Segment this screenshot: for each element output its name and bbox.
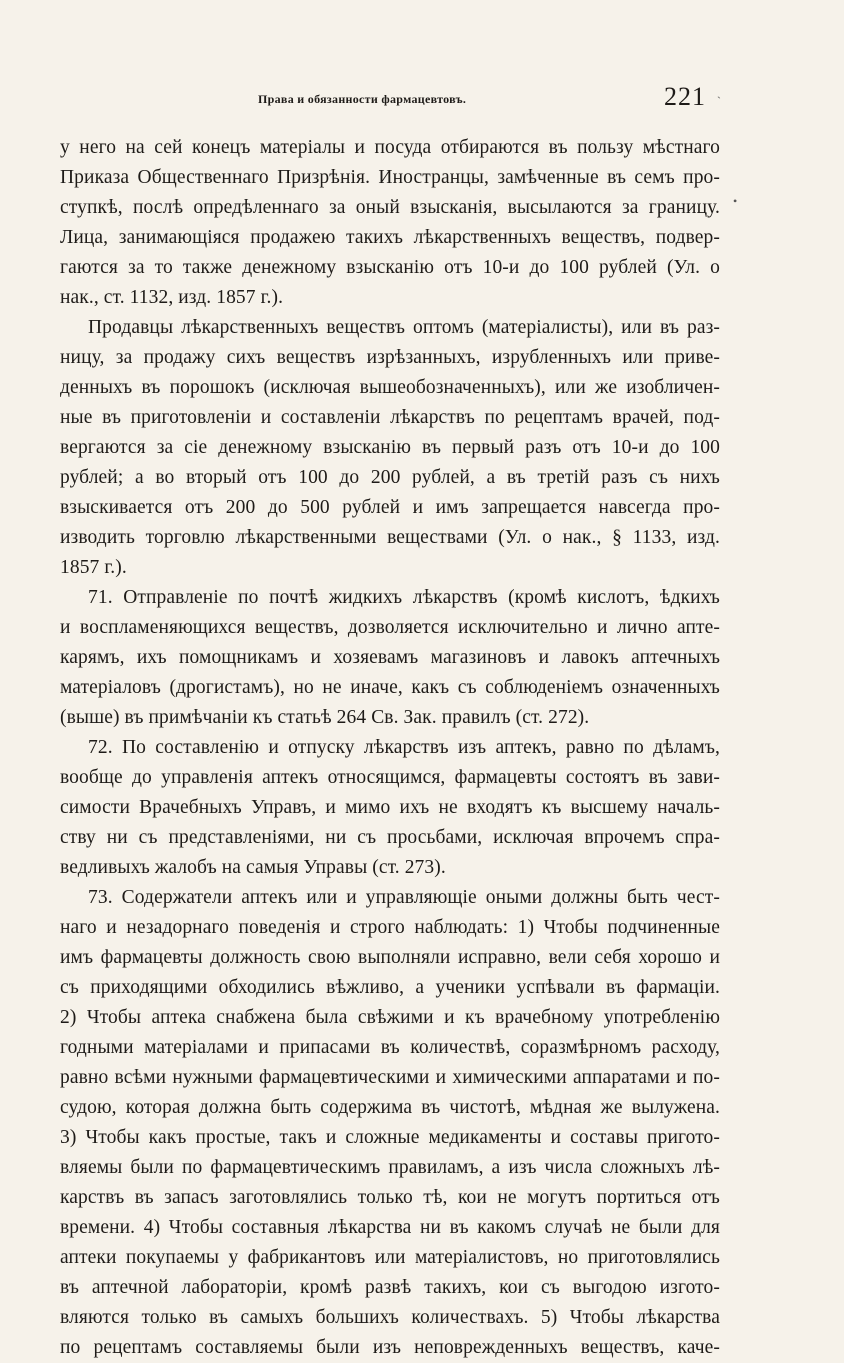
text-line: годными матеріалами и припасами въ количествѣ, соразмѣрномъ расходу, [60, 1037, 720, 1058]
text-line: аптеки покупаемы у фабрикантовъ или матеріалистовъ, но приготовлялись [60, 1247, 720, 1268]
text-line: Лица, занимающіяся продажею такихъ лѣкарственныхъ веществъ, подвер- [60, 227, 720, 248]
text-line: симости Врачебныхъ Управъ, и мимо ихъ не входятъ къ высшему началь- [60, 797, 720, 818]
text-line: 3) Чтобы какъ простые, такъ и сложные медикаменты и составы пригото- [60, 1127, 720, 1148]
text-line: изводить торговлю лѣкарственными веществами (Ул. о нак., § 1133, изд. [60, 527, 720, 548]
print-speck: ` [717, 94, 721, 108]
text-line: взыскивается отъ 200 до 500 рублей и имъ запрещается навсегда про- [60, 497, 720, 518]
text-line: въ аптечной лабораторіи, кромѣ развѣ такихъ, кои съ выгодою изгото- [60, 1277, 720, 1298]
text-line: 1857 г.). [60, 557, 127, 578]
text-line: и воспламеняющихся веществъ, дозволяется исключительно и лично апте- [60, 617, 720, 638]
text-line: 2) Чтобы аптека снабжена была свѣжими и къ врачебному употребленію [60, 1007, 720, 1028]
text-line: матеріаловъ (дрогистамъ), но не иначе, какъ съ соблюденіемъ означенныхъ [60, 677, 720, 698]
text-line: денныхъ въ порошокъ (исключая вышеобозначенныхъ), или же изобличен- [60, 377, 720, 398]
section-73-first-line: 73. Содержатели аптекъ или и управляющіе оными должны быть чест- [88, 887, 720, 908]
text-line: вляются только въ самыхъ большихъ количествахъ. 5) Чтобы лѣкарства [60, 1307, 720, 1328]
text-line: карямъ, ихъ помощникамъ и хозяевамъ магазиновъ и лавокъ аптечныхъ [60, 647, 720, 668]
text-line: равно всѣми нужными фармацевтическими и химическими аппаратами и по- [60, 1067, 720, 1088]
text-line: у него на сей конецъ матеріалы и посуда отбираются въ пользу мѣстнаго [60, 137, 720, 158]
text-line: (выше) въ примѣчаніи къ статьѣ 264 Св. Зак. правилъ (ст. 272). [60, 707, 590, 728]
text-line: Приказа Общественнаго Призрѣнія. Иностранцы, замѣченные въ семъ про- [60, 167, 720, 188]
text-line: ницу, за продажу сихъ веществъ изрѣзанныхъ, изрубленныхъ или приве- [60, 347, 720, 368]
text-line: времени. 4) Чтобы составныя лѣкарства ни въ какомъ случаѣ не были для [60, 1217, 720, 1238]
print-speck: • [733, 194, 738, 208]
body-text [60, 133, 720, 1363]
text-line: нак., ст. 1132, изд. 1857 г.). [60, 287, 284, 308]
text-line: ведливыхъ жалобъ на самыя Управы (ст. 273). [60, 857, 446, 878]
text-line: вообще до управленія аптекъ относящимся, фармацевты состоятъ въ зави- [60, 767, 720, 788]
section-72-first-line: 72. По составленію и отпуску лѣкарствъ изъ аптекъ, равно по дѣламъ, [88, 737, 720, 758]
text-line: наго и незадорнаго поведенія и строго наблюдать: 1) Чтобы подчиненные [60, 917, 720, 938]
text-line: ные въ приготовленіи и составленіи лѣкарствъ по рецептамъ врачей, под- [60, 407, 720, 428]
text-line: вляемы были по фармацевтическимъ правиламъ, а изъ числа сложныхъ лѣ- [60, 1157, 720, 1178]
text-line: съ приходящими обходились вѣжливо, а ученики успѣвали въ фармаціи. [60, 977, 720, 998]
text-line: гаются за то также денежному взысканію отъ 10-и до 100 рублей (Ул. о [60, 257, 720, 278]
text-line: ству ни съ представленіями, ни съ просьбами, исключая впрочемъ спра- [60, 827, 720, 848]
text-line: вергаются за сіе денежному взысканію въ первый разъ отъ 10-и до 100 [60, 437, 720, 458]
text-line: рублей; а во вторый отъ 100 до 200 рублей, а въ третій разъ съ нихъ [60, 467, 720, 488]
text-line: ступкѣ, послѣ опредѣленнаго за оный взысканія, высылаются за границу. [60, 197, 720, 218]
section-71-first-line: 71. Отправленіе по почтѣ жидкихъ лѣкарствъ (кромѣ кислотъ, ѣдкихъ [88, 587, 720, 608]
page-number: 221 [664, 82, 706, 111]
text-line: карствъ въ запасъ заготовлялись только тѣ, кои не могутъ портиться отъ [60, 1187, 720, 1208]
running-head: Права и обязанности фармацевтовъ. [258, 92, 467, 106]
text-line: судою, которая должна быть содержима въ чистотѣ, мѣдная же вылужена. [60, 1097, 720, 1118]
text-line: имъ фармацевты должность свою выполняли исправно, вели себя хорошо и [60, 947, 720, 968]
paragraph-first-line: Продавцы лѣкарственныхъ веществъ оптомъ (матеріалисты), или въ раз- [88, 317, 720, 338]
text-line: по рецептамъ составляемы были изъ неповрежденныхъ веществъ, каче- [60, 1337, 720, 1358]
